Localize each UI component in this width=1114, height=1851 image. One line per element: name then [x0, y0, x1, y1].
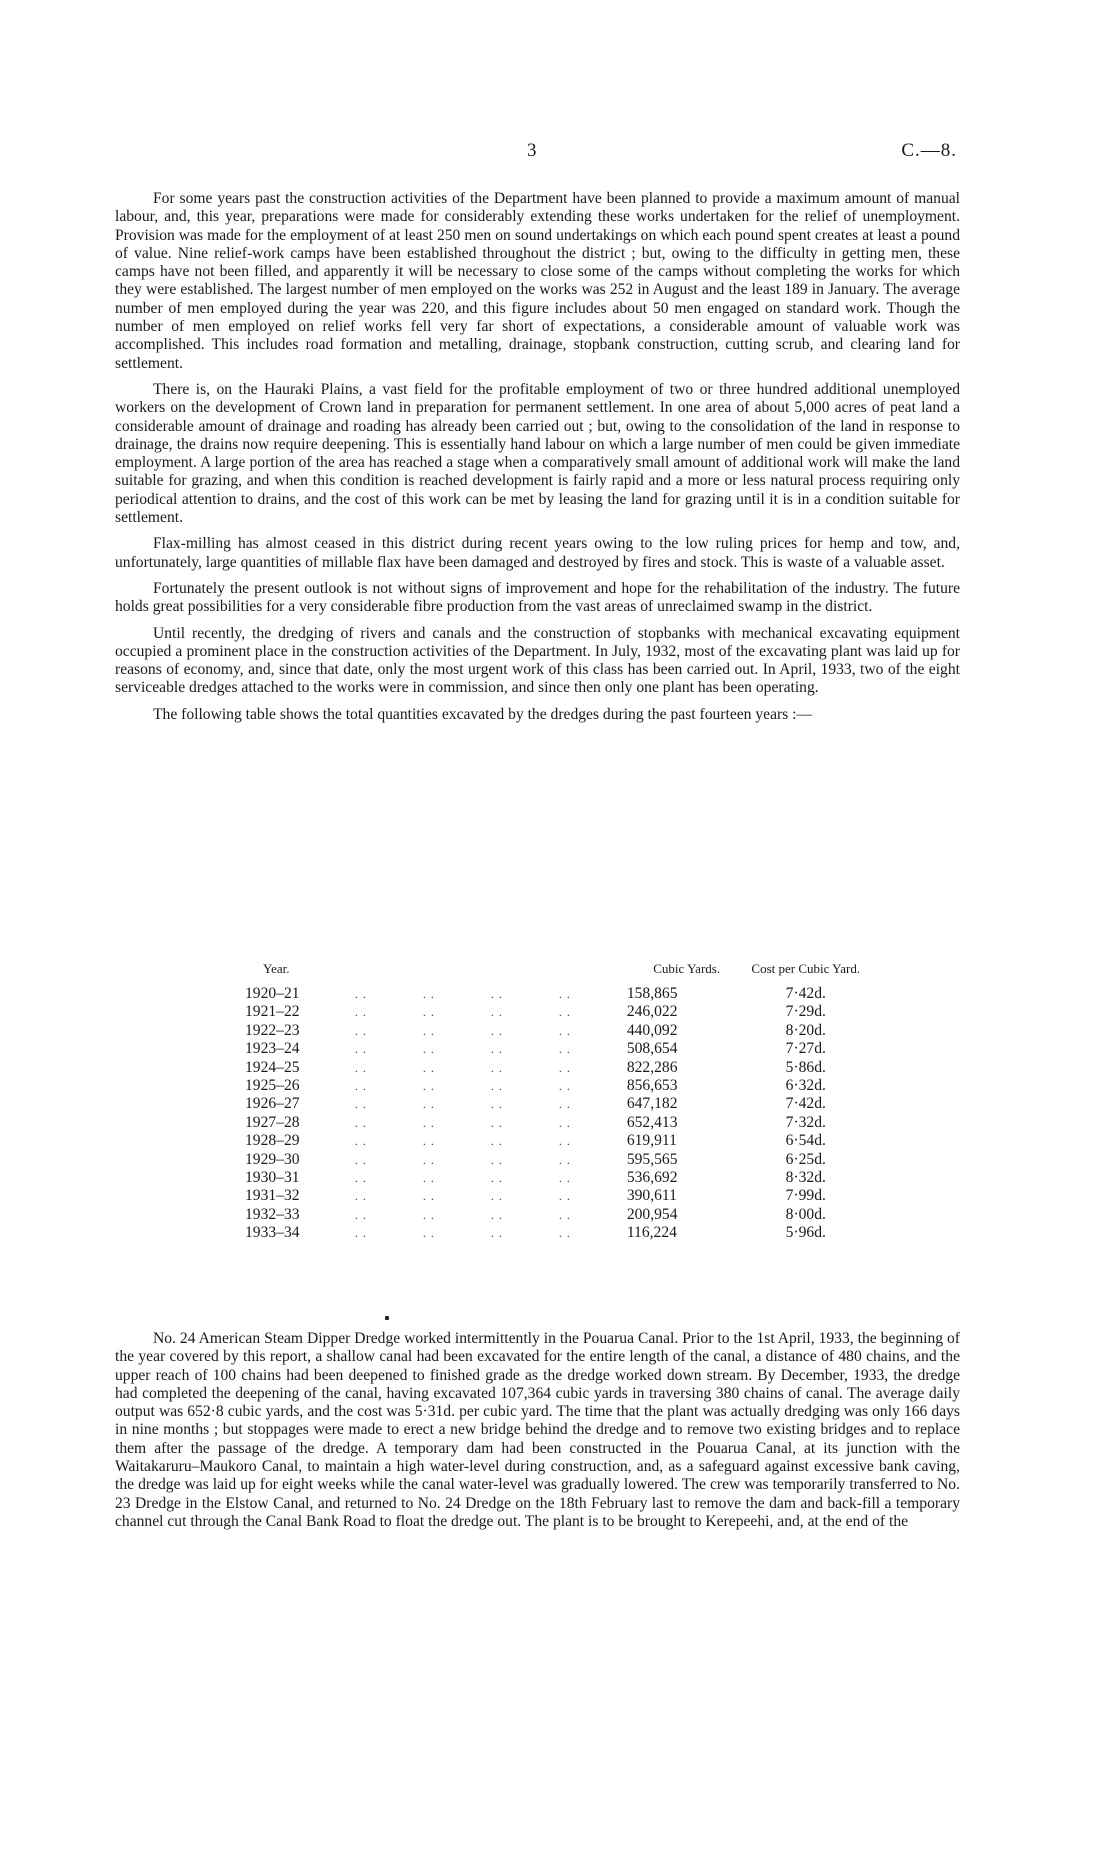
leader-dots: . .	[354, 1079, 367, 1094]
cell-leader-dots	[355, 1224, 627, 1242]
cell-cost: 7·29d.	[785, 1003, 826, 1021]
cell-leader-dots	[355, 1077, 627, 1095]
leader-dots: . .	[490, 1134, 503, 1149]
page-header	[0, 140, 1114, 168]
table-body	[245, 985, 865, 1243]
cell-year: 1929–30	[245, 1150, 300, 1168]
leader-dots: . .	[490, 1023, 503, 1038]
leader-dots: . .	[422, 1079, 435, 1094]
leader-dots: . .	[558, 1097, 571, 1112]
cell-cost: 7·27d.	[785, 1040, 826, 1058]
cell-cost: 8·32d.	[785, 1169, 826, 1187]
leader-dots: . .	[354, 1097, 367, 1112]
leader-dots: . .	[558, 987, 571, 1001]
cell-cubic-yards: 856,653	[626, 1077, 678, 1095]
paragraph-dredging: Until recently, the dredging of rivers and canals and the construction of stopbanks with mechanical excavating equipment occupied a prominent place in the construction activities of the Department. In July, 1932, most of the excavating plant was laid up for reasons of economy, and, since that date, only the most urgent work of this class has been carried out. In April, 1933, two of the eight serviceable dredges attached to the works were in commission, and since then only one plant has been operating.	[115, 624, 960, 697]
cell-cubic-yards: 536,692	[626, 1169, 678, 1187]
cell-leader-dots	[355, 1169, 627, 1187]
paragraph-relief-works: For some years past the construction activities of the Department have been planned to provide a maximum amount of manual labour, and, this year, preparations were made for considerably extending these works undertaken for the relief of unemployment. Provision was made for the employment of at least 250 men on sound undertakings on which each pound spent creates at least a pound of value. Nine relief-work camps have been established throughout the district ; but, owing to the difficulty in getting men, these camps have not been filled, and apparently it will be necessary to close some of the camps without completing the works for which they were established. The largest number of men employed on the works was 252 in August and the least 189 in January. The average number of men employed during the year was 220, and this figure includes about 50 men engaged on standard work. Though the number of men employed on relief works fell very far short of expectations, a considerable amount of valuable work was accomplished. This includes road formation and metalling, drainage, stopbank construction, cutting scrub, and clearing land for settlement.	[115, 190, 960, 372]
leader-dots: . .	[422, 1097, 435, 1112]
leader-dots: . .	[422, 1152, 435, 1167]
leader-dots: . .	[422, 1134, 435, 1149]
cell-cubic-yards: 822,286	[626, 1058, 678, 1076]
leader-dots: . .	[422, 1023, 435, 1038]
cell-leader-dots	[355, 1022, 627, 1040]
leader-dots: . .	[354, 1207, 367, 1222]
leader-dots: . .	[422, 1005, 435, 1020]
header-spacer	[355, 962, 627, 985]
table-row	[245, 1151, 865, 1169]
cell-cost: 8·00d.	[785, 1205, 826, 1223]
leader-dots: . .	[422, 987, 435, 1001]
cell-year: 1923–24	[245, 1040, 300, 1058]
leader-dots: . .	[422, 1171, 435, 1186]
cell-cost: 7·42d.	[785, 1095, 826, 1113]
leader-dots: . .	[558, 1023, 571, 1038]
leader-dots: . .	[354, 1226, 367, 1241]
cell-cost: 6·25d.	[785, 1150, 826, 1168]
leader-dots: . .	[558, 1207, 571, 1222]
leader-dots: . .	[354, 1152, 367, 1167]
cell-leader-dots	[355, 1095, 627, 1113]
leader-dots: . .	[490, 1207, 503, 1222]
cell-year: 1933–34	[245, 1224, 300, 1242]
leader-dots: . .	[490, 1097, 503, 1112]
cell-cubic-yards: 390,611	[626, 1187, 677, 1205]
leader-dots: . .	[490, 1005, 503, 1020]
cell-leader-dots	[355, 1040, 627, 1058]
leader-dots: . .	[490, 1115, 503, 1130]
paragraph-outlook: Fortunately the present outlook is not without signs of improvement and hope for the rehabilitation of the industry. The future holds great possibilities for a very considerable fibre production from the vast areas of unreclaimed swamp in the district.	[115, 579, 960, 616]
cell-cubic-yards: 158,865	[626, 985, 678, 1002]
leader-dots: . .	[422, 1115, 435, 1130]
leader-dots: . .	[558, 1152, 571, 1167]
cell-cost: 8·20d.	[785, 1021, 826, 1039]
cell-leader-dots	[355, 1003, 627, 1021]
closing-text	[115, 1330, 960, 1531]
cell-cost: 5·96d.	[785, 1224, 826, 1242]
cell-cubic-yards: 440,092	[626, 1021, 678, 1039]
cell-cubic-yards: 652,413	[626, 1113, 678, 1131]
table-row	[245, 1022, 865, 1040]
leader-dots: . .	[558, 1226, 571, 1241]
cell-year: 1927–28	[245, 1113, 300, 1131]
cell-cubic-yards: 116,224	[626, 1224, 677, 1242]
leader-dots: . .	[354, 1023, 367, 1038]
leader-dots: . .	[558, 1171, 571, 1186]
leader-dots: . .	[558, 1115, 571, 1130]
cell-year: 1925–26	[245, 1077, 300, 1095]
header-year: Year.	[263, 961, 290, 976]
cell-cubic-yards: 200,954	[626, 1205, 678, 1223]
print-mark	[385, 1316, 389, 1320]
leader-dots: . .	[422, 1060, 435, 1075]
leader-dots: . .	[354, 1060, 367, 1075]
leader-dots: . .	[558, 1005, 571, 1020]
dredge-table-container	[245, 962, 865, 1243]
leader-dots: . .	[354, 1042, 367, 1057]
leader-dots: . .	[490, 1060, 503, 1075]
cell-cubic-yards: 619,911	[626, 1132, 677, 1150]
leader-dots: . .	[354, 1189, 367, 1204]
cell-cost: 7·42d.	[785, 985, 826, 1002]
cell-year: 1926–27	[245, 1095, 300, 1113]
header-cubic-yards: Cubic Yards.	[653, 961, 721, 976]
leader-dots: . .	[490, 1152, 503, 1167]
dredge-quantities-table	[245, 962, 865, 1243]
leader-dots: . .	[354, 1005, 367, 1020]
page-number: 3	[527, 140, 537, 161]
cell-cost: 6·54d.	[785, 1132, 826, 1150]
leader-dots: . .	[354, 987, 367, 1001]
table-row	[245, 1003, 865, 1021]
cell-year: 1931–32	[245, 1187, 300, 1205]
header-cost: Cost per Cubic Yard.	[751, 961, 861, 976]
cell-cost: 7·99d.	[785, 1187, 826, 1205]
table-header-row	[245, 962, 865, 985]
leader-dots: . .	[422, 1226, 435, 1241]
leader-dots: . .	[422, 1207, 435, 1222]
cell-leader-dots	[355, 1132, 627, 1150]
table-row	[245, 1187, 865, 1205]
table-row	[245, 1206, 865, 1224]
leader-dots: . .	[354, 1115, 367, 1130]
paragraph-flax-milling: Flax-milling has almost ceased in this district during recent years owing to the low ruling prices for hemp and tow, and, unfortunately, large quantities of millable flax have been damaged and destroyed by fires and stock. This is waste of a valuable asset.	[115, 535, 960, 571]
cell-year: 1924–25	[245, 1058, 300, 1076]
table-row	[245, 1040, 865, 1058]
cell-cubic-yards: 508,654	[626, 1040, 678, 1058]
cell-leader-dots	[355, 1114, 627, 1132]
leader-dots: . .	[558, 1042, 571, 1057]
leader-dots: . .	[490, 1189, 503, 1204]
cell-leader-dots	[355, 1187, 627, 1205]
leader-dots: . .	[558, 1079, 571, 1094]
table-row	[245, 1169, 865, 1187]
leader-dots: . .	[354, 1171, 367, 1186]
table-row	[245, 1095, 865, 1113]
leader-dots: . .	[558, 1134, 571, 1149]
body-text	[115, 190, 960, 732]
leader-dots: . .	[558, 1189, 571, 1204]
leader-dots: . .	[558, 1060, 571, 1075]
cell-cost: 5·86d.	[785, 1058, 826, 1076]
cell-year: 1928–29	[245, 1132, 300, 1150]
cell-year: 1921–22	[245, 1003, 300, 1021]
leader-dots: . .	[490, 1171, 503, 1186]
cell-leader-dots	[355, 1059, 627, 1077]
leader-dots: . .	[490, 987, 503, 1001]
cell-cubic-yards: 647,182	[626, 1095, 678, 1113]
leader-dots: . .	[354, 1134, 367, 1149]
cell-year: 1932–33	[245, 1205, 300, 1223]
paragraph-table-intro: The following table shows the total quantities excavated by the dredges during the past fourteen years :—	[153, 705, 813, 723]
cell-year: 1930–31	[245, 1169, 300, 1187]
table-row	[245, 985, 865, 1003]
table-row	[245, 1132, 865, 1150]
paper-reference: C.—8.	[901, 140, 957, 161]
cell-cost: 7·32d.	[785, 1113, 826, 1131]
cell-year: 1922–23	[245, 1021, 300, 1039]
leader-dots: . .	[422, 1189, 435, 1204]
table-row	[245, 1224, 865, 1242]
leader-dots: . .	[490, 1042, 503, 1057]
cell-cost: 6·32d.	[785, 1077, 826, 1095]
cell-year: 1920–21	[245, 985, 300, 1002]
leader-dots: . .	[422, 1042, 435, 1057]
table-row	[245, 1114, 865, 1132]
cell-cubic-yards: 595,565	[626, 1150, 678, 1168]
cell-leader-dots	[355, 985, 627, 1003]
table-row	[245, 1059, 865, 1077]
paragraph-hauraki-plains: There is, on the Hauraki Plains, a vast field for the profitable employment of two or three hundred additional unemployed workers on the development of Crown land in preparation for permanent settlement. In one area of about 5,000 acres of peat land a considerable amount of drainage and roading has already been carried out ; but, owing to the consolidation of the land in response to drainage, the drains now require deepening. This is essentially hand labour on which a large number of men could be given immediate employment. A large portion of the area has reached a stage when a comparatively small amount of additional work will make the land suitable for grazing, and when this condition is reached development is fairly rapid and a more or less natural process requiring only periodical attention to drains, and the cost of this work can be met by leasing the land for grazing until it is in a condition suitable for settlement.	[115, 380, 960, 527]
cell-cubic-yards: 246,022	[626, 1003, 678, 1021]
table-row	[245, 1077, 865, 1095]
leader-dots: . .	[490, 1079, 503, 1094]
cell-leader-dots	[355, 1206, 627, 1224]
leader-dots: . .	[490, 1226, 503, 1241]
cell-leader-dots	[355, 1151, 627, 1169]
paragraph-dredge-no-24: No. 24 American Steam Dipper Dredge worked intermittently in the Pouarua Canal. Prior to the 1st April, 1933, the beginning of the year covered by this report, a shallow canal had been excavated for the entire length of the canal, a distance of 480 chains, and the upper reach of 100 chains had been deepened to finished grade as the dredge worked down stream. By December, 1933, the dredge had completed the deepening of the canal, having excavated 107,364 cubic yards in traversing 380 chains of canal. The average daily output was 652·8 cubic yards, and the cost was 5·31d. per cubic yard. The time that the plant was actually dredging was only 166 days in nine months ; but stoppages were made to erect a new bridge behind the dredge and to remove two existing bridges and to replace them after the passage of the dredge. A temporary dam had been constructed in the Pouarua Canal, at its junction with the Waitakaruru–Maukoro Canal, to maintain a high water-level during construction, and, as a safeguard against excessive bank caving, the dredge was laid up for eight weeks while the canal water-level was gradually lowered. The crew was temporarily transferred to No. 23 Dredge in the Elstow Canal, and returned to No. 24 Dredge on the 18th February last to remove the dam and back-fill a temporary channel cut through the Canal Bank Road to float the dredge out. The plant is to be brought to Kerepeehi, and, at the end of the	[115, 1330, 960, 1530]
